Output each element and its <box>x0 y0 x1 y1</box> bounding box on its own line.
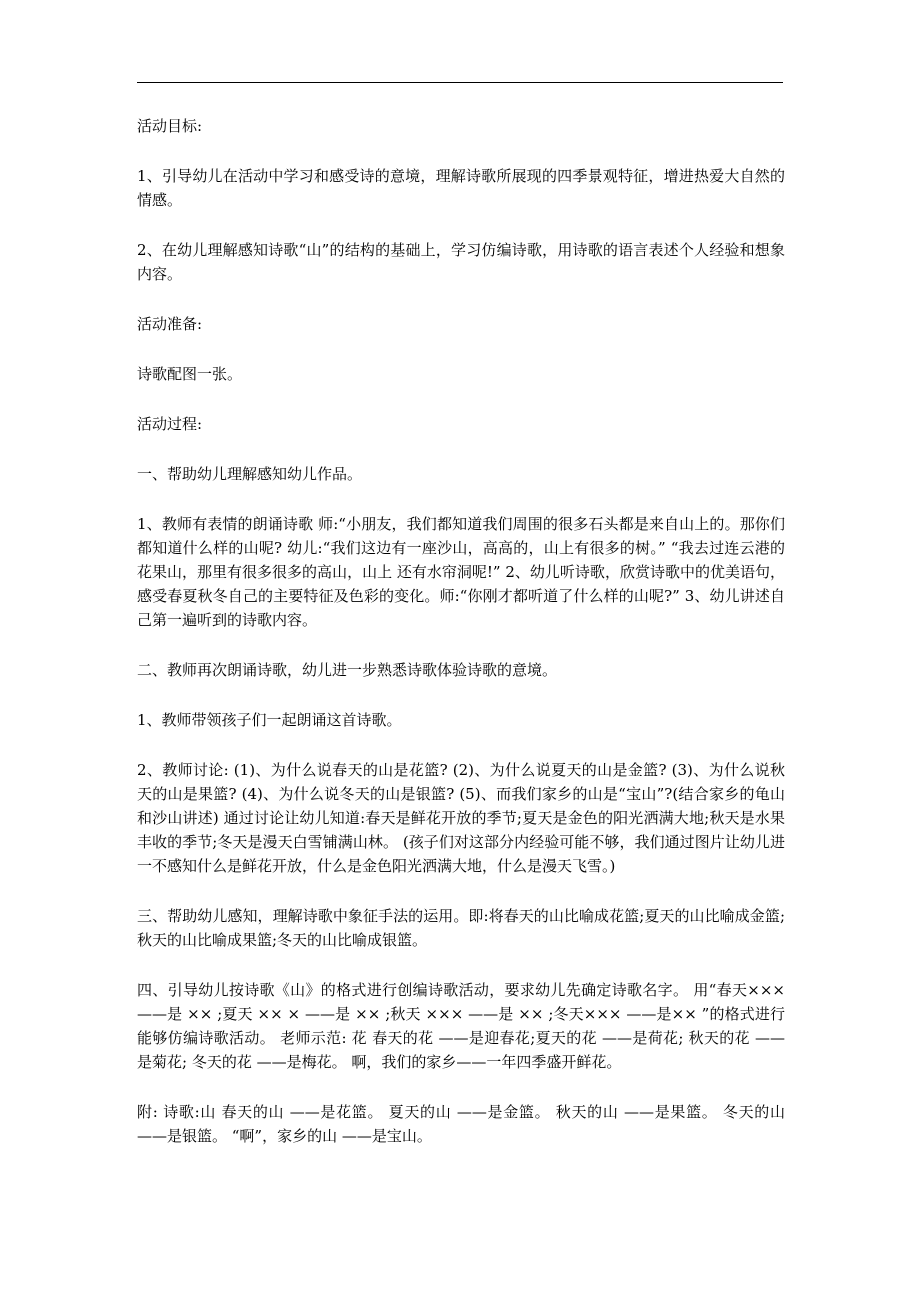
section-heading-process: 活动过程: <box>137 415 203 433</box>
goal-item-2: 2、在幼儿理解感知诗歌“山”的结构的基础上，学习仿编诗歌，用诗歌的语言表述个人经验和想象内容。 <box>137 241 785 283</box>
preparation-item: 诗歌配图一张。 <box>137 365 243 383</box>
goal-item-1: 1、引导幼儿在活动中学习和感受诗的意境，理解诗歌所展现的四季景观特征，增进热爱大自然的情感。 <box>137 167 785 209</box>
process-step-2-item-1: 1、教师带领孩子们一起朗诵这首诗歌。 <box>137 711 402 729</box>
section-heading-preparation: 活动准备: <box>137 315 203 333</box>
appendix-poem: 附: 诗歌:山 春天的山 ——是花篮。 夏天的山 ——是金篮。 秋天的山 ——是果篮。 冬天的山 ——是银篮。 “啊”，家乡的山 ——是宝山。 <box>137 1103 785 1145</box>
process-step-4: 四、引导幼儿按诗歌《山》的格式进行创编诗歌活动，要求幼儿先确定诗歌名字。 用“春天×××——是 ×× ;夏天 ×× × ——是 ×× ;秋天 ××× ——是 ×× ;冬天××× ——是×× ”的格式进行能够仿编诗歌活动。 老师示范: 花 春天的花 ——是迎春花;夏天的花 ——是荷花; 秋天的花 ——是菊花; 冬天的花 ——是梅花。 啊，我们的家乡——一年四季盛开鲜花。 <box>137 981 785 1071</box>
process-step-2-item-2: 2、教师讨论: (1)、为什么说春天的山是花篮? (2)、为什么说夏天的山是金篮? (3)、为什么说秋天的山是果篮? (4)、为什么说冬天的山是银篮? (5)、而我们家乡的山是“宝山”?(结合家乡的龟山和沙山讲述) 通过讨论让幼儿知道:春天是鲜花开放的季节;夏天是金色的阳光洒满大地;秋天是水果丰收的季节;冬天是漫天白雪铺满山林。 (孩子们对这部分内经验可能不够，我们通过图片让幼儿进一不感知什么是鲜花开放，什么是金色阳光洒满大地，什么是漫天飞雪。) <box>137 761 785 875</box>
header-rule <box>137 82 783 83</box>
process-step-1-body: 1、教师有表情的朗诵诗歌 师:“小朋友，我们都知道我们周围的很多石头都是来自山上的。那你们都知道什么样的山呢? 幼儿:“我们这边有一座沙山，高高的，山上有很多的树。” “我去过连云港的花果山，那里有很多很多的高山，山上 还有水帘洞呢!” 2、幼儿听诗歌，欣赏诗歌中的优美语句，感受春夏秋冬自己的主要特征及色彩的变化。师:“你刚才都听道了什么样的山呢?” 3、幼儿讲述自己第一遍听到的诗歌内容。 <box>137 515 785 629</box>
process-step-1-heading: 一、帮助幼儿理解感知幼儿作品。 <box>137 465 363 483</box>
document-body <box>137 114 785 1174</box>
process-step-3: 三、帮助幼儿感知，理解诗歌中象征手法的运用。即:将春天的山比喻成花篮;夏天的山比喻成金篮;秋天的山比喻成果篮;冬天的山比喻成银篮。 <box>137 907 785 949</box>
section-heading-goals: 活动目标: <box>137 117 203 135</box>
process-step-2-heading: 二、教师再次朗诵诗歌，幼儿进一步熟悉诗歌体验诗歌的意境。 <box>137 661 558 679</box>
